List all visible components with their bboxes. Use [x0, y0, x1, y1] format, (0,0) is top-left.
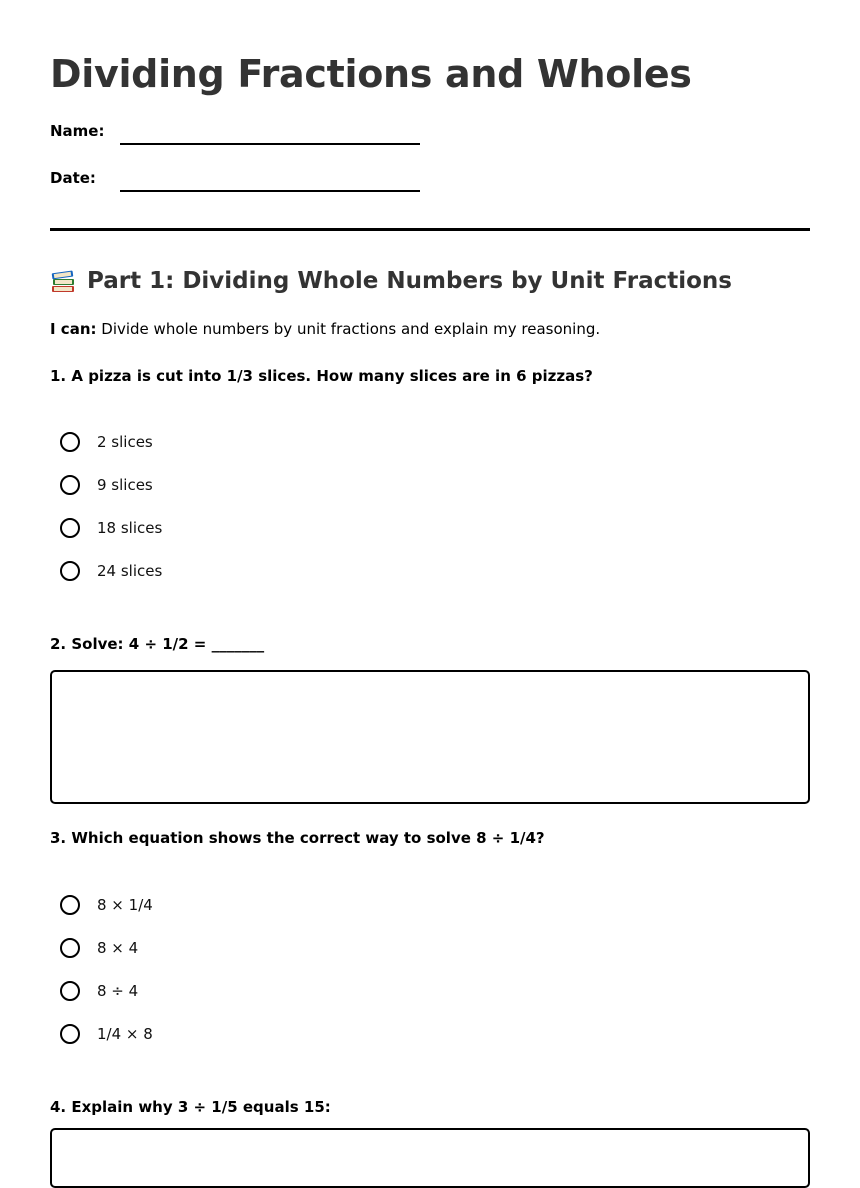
radio-button[interactable]	[60, 432, 80, 452]
option-label: 18 slices	[97, 519, 163, 537]
option-label: 8 × 1/4	[97, 896, 153, 914]
learning-goal-label: I can:	[50, 320, 97, 338]
q3-option-3[interactable]	[60, 979, 138, 1003]
date-field[interactable]	[120, 190, 420, 192]
part1-heading-text: Part 1: Dividing Whole Numbers by Unit Fractions	[87, 268, 732, 294]
radio-button[interactable]	[60, 561, 80, 581]
question-2-prompt: 2. Solve: 4 ÷ 1/2 = _______	[50, 635, 265, 653]
q1-option-4[interactable]	[60, 559, 162, 583]
learning-goal	[50, 319, 600, 339]
part1-heading	[50, 266, 732, 296]
header-divider	[50, 228, 810, 231]
q3-option-2[interactable]	[60, 936, 138, 960]
date-label: Date:	[50, 169, 96, 187]
radio-button[interactable]	[60, 475, 80, 495]
name-field[interactable]	[120, 143, 420, 145]
option-label: 2 slices	[97, 433, 153, 451]
name-label: Name:	[50, 122, 105, 140]
question-4-answer-box[interactable]	[50, 1128, 810, 1188]
radio-button[interactable]	[60, 895, 80, 915]
option-label: 8 × 4	[97, 939, 139, 957]
page-title: Dividing Fractions and Wholes	[50, 52, 692, 96]
option-label: 9 slices	[97, 476, 153, 494]
books-icon	[50, 268, 76, 294]
question-3-prompt: 3. Which equation shows the correct way to solve 8 ÷ 1/4?	[50, 829, 545, 847]
radio-button[interactable]	[60, 938, 80, 958]
option-label: 8 ÷ 4	[97, 982, 139, 1000]
radio-button[interactable]	[60, 1024, 80, 1044]
option-label: 24 slices	[97, 562, 163, 580]
radio-button[interactable]	[60, 518, 80, 538]
question-2-answer-box[interactable]	[50, 670, 810, 804]
q1-option-2[interactable]	[60, 473, 153, 497]
question-1-prompt: 1. A pizza is cut into 1/3 slices. How many slices are in 6 pizzas?	[50, 367, 593, 385]
q3-option-1[interactable]	[60, 893, 153, 917]
radio-button[interactable]	[60, 981, 80, 1001]
question-4-prompt: 4. Explain why 3 ÷ 1/5 equals 15:	[50, 1098, 331, 1116]
q1-option-1[interactable]	[60, 430, 153, 454]
q3-option-4[interactable]	[60, 1022, 153, 1046]
learning-goal-text: Divide whole numbers by unit fractions and explain my reasoning.	[96, 320, 601, 338]
option-label: 1/4 × 8	[97, 1025, 153, 1043]
q1-option-3[interactable]	[60, 516, 162, 540]
